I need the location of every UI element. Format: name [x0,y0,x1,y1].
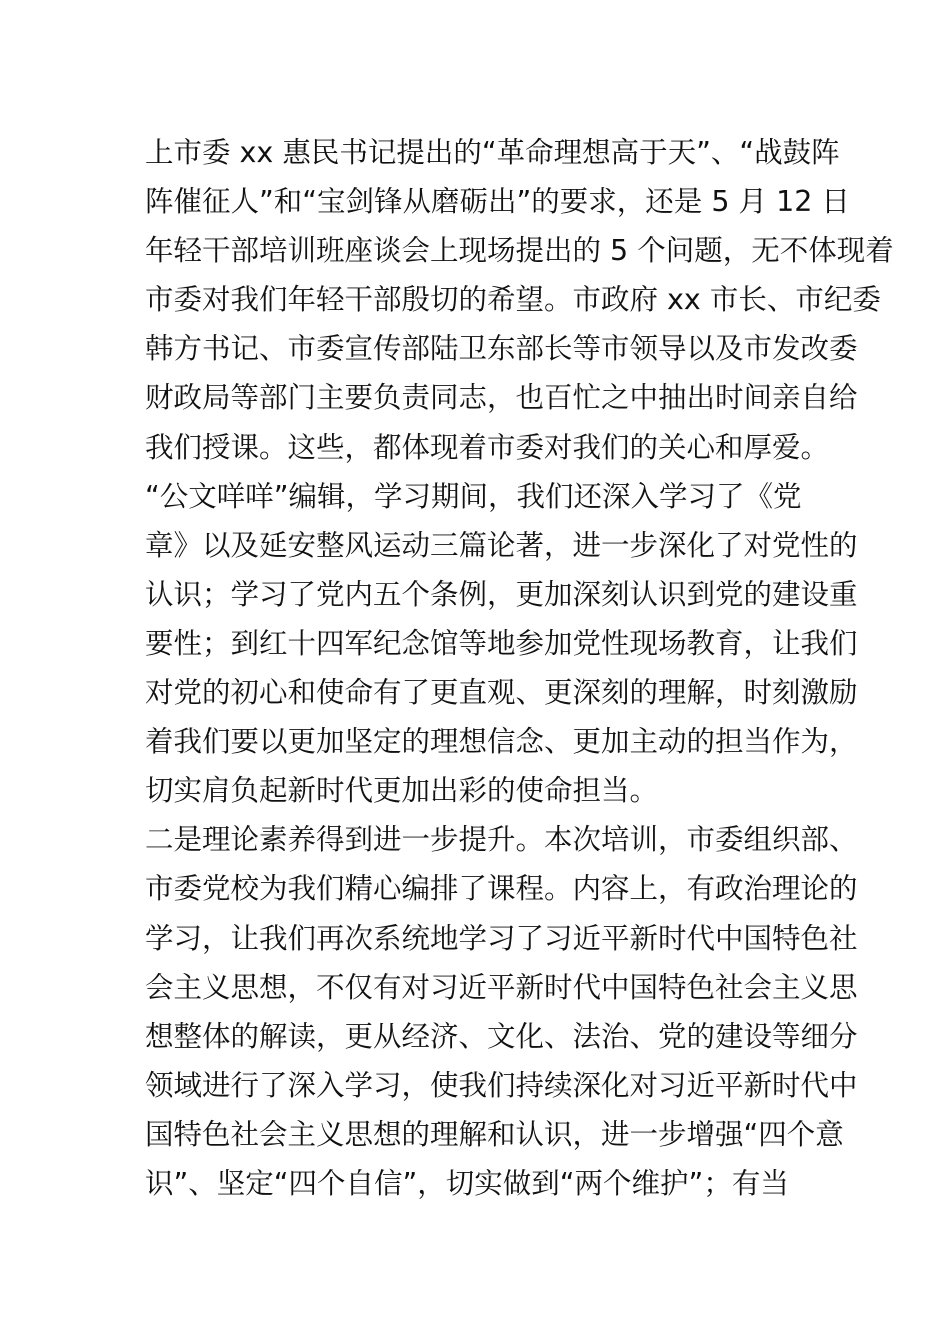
body-text [145,128,894,1208]
text-line: 认识；学习了党内五个条例，更加深刻认识到党的建设重 [145,577,858,611]
text-line: 会主义思想，不仅有对习近平新时代中国特色社会主义思 [145,970,858,1004]
text-line: “公文咩咩”编辑，学习期间，我们还深入学习了《党 [145,479,802,513]
text-line: 阵催征人”和“宝剑锋从磨砺出”的要求，还是 5 月 12 日 [145,185,850,219]
text-line: 要性；到红十四军纪念馆等地参加党性现场教育，让我们 [145,626,858,660]
text-line: 着我们要以更加坚定的理想信念、更加主动的担当作为， [145,725,858,759]
text-line: 学习，让我们再次系统地学习了习近平新时代中国特色社 [145,921,858,955]
text-line: 想整体的解读，更从经济、文化、法治、党的建设等细分 [145,1019,858,1053]
text-line: 我们授课。这些，都体现着市委对我们的关心和厚爱。 [145,430,830,464]
text-line: 国特色社会主义思想的理解和认识，进一步增强“四个意 [145,1117,844,1151]
text-line: 领域进行了深入学习，使我们持续深化对习近平新时代中 [145,1068,858,1102]
text-line: 章》以及延安整风运动三篇论著，进一步深化了对党性的 [145,528,858,562]
text-line: 韩方书记、市委宣传部陆卫东部长等市领导以及市发改委 [145,332,858,366]
text-line: 市委党校为我们精心编排了课程。内容上，有政治理论的 [145,872,858,906]
text-line: 财政局等部门主要负责同志，也百忙之中抽出时间亲自给 [145,381,858,415]
text-line: 二是理论素养得到进一步提升。本次培训，市委组织部、 [145,823,858,857]
text-line: 市委对我们年轻干部殷切的希望。市政府 xx 市长、市纪委 [145,283,881,317]
text-line: 切实肩负起新时代更加出彩的使命担当。 [145,774,659,808]
text-line: 识”、坚定“四个自信”，切实做到“两个维护”；有当 [145,1166,789,1200]
text-line: 年轻干部培训班座谈会上现场提出的 5 个问题，无不体现着 [145,234,894,268]
text-line: 对党的初心和使命有了更直观、更深刻的理解，时刻激励 [145,676,858,710]
text-line: 上市委 xx 惠民书记提出的“革命理想高于天”、“战鼓阵 [145,136,840,169]
